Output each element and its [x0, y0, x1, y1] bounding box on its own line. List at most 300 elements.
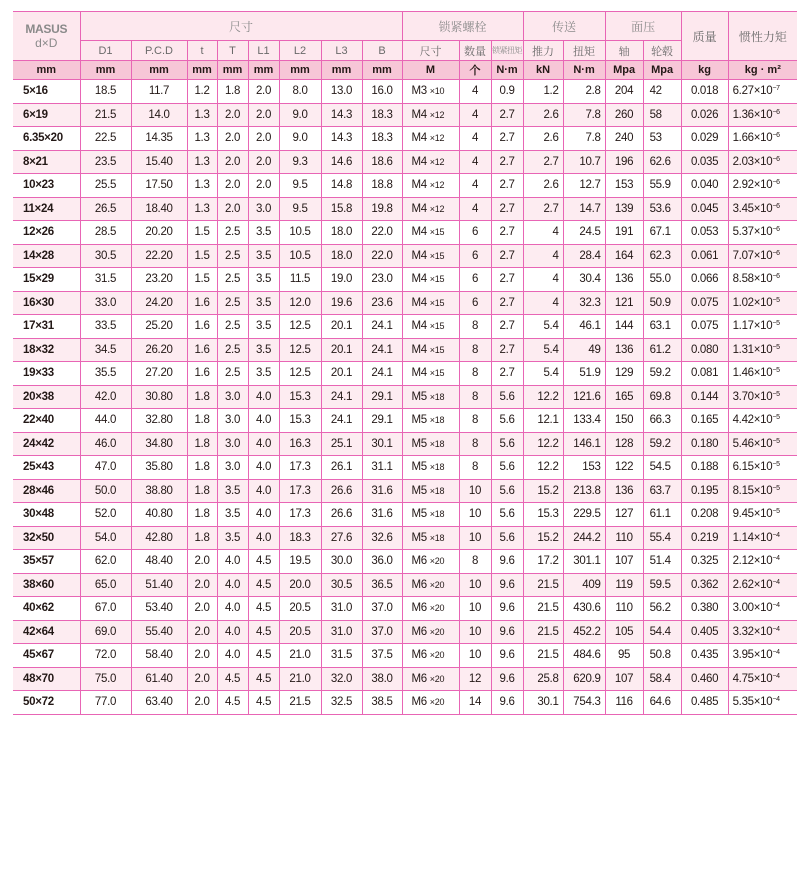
- l3-cell: 32.5: [321, 691, 362, 715]
- transmission-group-header: 传送: [523, 12, 605, 41]
- T-cell: 4.0: [217, 644, 248, 668]
- pcd-cell: 14.35: [131, 127, 187, 151]
- torque-cell: 301.1: [563, 550, 605, 574]
- bolt-thread: M4: [411, 132, 430, 145]
- table-row: [13, 80, 797, 104]
- d1-cell: 34.5: [80, 338, 131, 362]
- l3-cell: 24.1: [321, 385, 362, 409]
- l3-cell: 26.6: [321, 503, 362, 527]
- table-row: [13, 150, 797, 174]
- l3-cell: 31.5: [321, 644, 362, 668]
- inertia-cell: [728, 550, 797, 574]
- b-cell: 38.0: [362, 667, 402, 691]
- l2-cell: 17.3: [279, 479, 321, 503]
- bolt-thread: M5: [411, 484, 430, 497]
- table-row: [13, 221, 797, 245]
- hub-pressure-cell: 69.8: [643, 385, 681, 409]
- T-cell: 3.0: [217, 409, 248, 433]
- l2-cell: 8.0: [279, 80, 321, 104]
- l1-cell: 4.5: [248, 573, 279, 597]
- bolt-length: ×18: [429, 438, 445, 449]
- size-cell: 48×70: [13, 667, 80, 691]
- l1-cell: 4.5: [248, 644, 279, 668]
- bolt-size-cell: [402, 197, 459, 221]
- inertia-cell: [728, 667, 797, 691]
- l2-cell: 9.0: [279, 127, 321, 151]
- header-sub-row: [13, 41, 797, 61]
- pcd-cell: 11.7: [131, 80, 187, 104]
- bolt-thread: M4: [411, 320, 430, 333]
- l1-cell: 3.5: [248, 315, 279, 339]
- mass-cell: 0.180: [681, 432, 728, 456]
- table-row: [13, 268, 797, 292]
- bolt-length: ×15: [429, 297, 445, 308]
- inertia-exponent: −4: [772, 555, 780, 563]
- l1-cell: 3.0: [248, 197, 279, 221]
- bolt-qty-cell: 4: [459, 80, 491, 104]
- T-cell: 2.0: [217, 174, 248, 198]
- b-cell: 31.1: [362, 456, 402, 480]
- torque-cell: 7.8: [563, 103, 605, 127]
- table-row: [13, 174, 797, 198]
- hub-pressure-cell: 55.0: [643, 268, 681, 292]
- torque-cell: 484.6: [563, 644, 605, 668]
- b-cell: 37.0: [362, 597, 402, 621]
- l2-cell: 21.0: [279, 644, 321, 668]
- inertia-exponent: −4: [772, 649, 780, 657]
- t-cell: 1.8: [187, 385, 217, 409]
- bolt-torque-cell: 2.7: [491, 197, 523, 221]
- bolt-torque-cell: 5.6: [491, 385, 523, 409]
- col-b: B: [362, 41, 402, 61]
- bolt-thread: M4: [411, 296, 430, 309]
- d1-cell: 62.0: [80, 550, 131, 574]
- inertia-mantissa: 6.27×10: [732, 85, 773, 98]
- hub-pressure-cell: 55.4: [643, 526, 681, 550]
- size-cell: 6.35×20: [13, 127, 80, 151]
- bolt-size-cell: [402, 103, 459, 127]
- bolt-qty-cell: 10: [459, 597, 491, 621]
- bolt-qty-cell: 12: [459, 667, 491, 691]
- l1-cell: 3.5: [248, 338, 279, 362]
- pcd-cell: 63.40: [131, 691, 187, 715]
- bolt-thread: M4: [411, 343, 430, 356]
- l3-cell: 13.0: [321, 80, 362, 104]
- hub-pressure-cell: 54.4: [643, 620, 681, 644]
- l2-cell: 9.5: [279, 197, 321, 221]
- inertia-mantissa: 1.17×10: [732, 320, 773, 333]
- unit-cell: mm: [187, 61, 217, 80]
- shaft-pressure-cell: 107: [605, 550, 643, 574]
- l3-cell: 31.0: [321, 620, 362, 644]
- torque-cell: 46.1: [563, 315, 605, 339]
- bolt-length: ×15: [429, 344, 445, 355]
- l3-cell: 26.6: [321, 479, 362, 503]
- bolt-torque-cell: 9.6: [491, 597, 523, 621]
- size-cell: 8×21: [13, 150, 80, 174]
- l2-cell: 19.5: [279, 550, 321, 574]
- shaft-pressure-cell: 136: [605, 268, 643, 292]
- inertia-exponent: −7: [772, 85, 780, 93]
- bolt-size-cell: [402, 503, 459, 527]
- inertia-exponent: −6: [772, 108, 780, 116]
- pcd-cell: 42.80: [131, 526, 187, 550]
- l1-cell: 3.5: [248, 291, 279, 315]
- size-cell: 28×46: [13, 479, 80, 503]
- torque-cell: 10.7: [563, 150, 605, 174]
- inertia-mantissa: 3.95×10: [732, 649, 773, 662]
- pcd-cell: 14.0: [131, 103, 187, 127]
- bolt-thread: M5: [411, 461, 430, 474]
- bolt-torque-cell: 9.6: [491, 573, 523, 597]
- size-cell: 45×67: [13, 644, 80, 668]
- t-cell: 2.0: [187, 550, 217, 574]
- bolt-length: ×20: [429, 556, 445, 567]
- bolt-length: ×20: [429, 650, 445, 661]
- inertia-cell: [728, 127, 797, 151]
- bolt-thread: M6: [411, 555, 430, 568]
- bolt-size-cell: [402, 338, 459, 362]
- d1-cell: 28.5: [80, 221, 131, 245]
- bolt-torque-cell: 0.9: [491, 80, 523, 104]
- bolt-qty-cell: 8: [459, 409, 491, 433]
- shaft-pressure-cell: 196: [605, 150, 643, 174]
- b-cell: 23.6: [362, 291, 402, 315]
- d1-cell: 26.5: [80, 197, 131, 221]
- size-cell: 17×31: [13, 315, 80, 339]
- d1-cell: 77.0: [80, 691, 131, 715]
- l1-cell: 4.0: [248, 432, 279, 456]
- table-row: [13, 550, 797, 574]
- table-row: [13, 244, 797, 268]
- T-cell: 3.0: [217, 432, 248, 456]
- t-cell: 1.8: [187, 526, 217, 550]
- l2-cell: 20.5: [279, 597, 321, 621]
- bolt-torque-cell: 2.7: [491, 174, 523, 198]
- size-cell: 35×57: [13, 550, 80, 574]
- inertia-mantissa: 2.03×10: [732, 155, 773, 168]
- shaft-pressure-cell: 122: [605, 456, 643, 480]
- shaft-pressure-cell: 240: [605, 127, 643, 151]
- T-cell: 3.5: [217, 503, 248, 527]
- l3-cell: 20.1: [321, 315, 362, 339]
- size-cell: 25×43: [13, 456, 80, 480]
- shaft-pressure-cell: 110: [605, 526, 643, 550]
- l3-cell: 30.5: [321, 573, 362, 597]
- table-row: [13, 103, 797, 127]
- thrust-cell: 2.6: [523, 103, 563, 127]
- col-torque: 扭矩: [563, 41, 605, 61]
- d1-cell: 33.0: [80, 291, 131, 315]
- inertia-mantissa: 3.45×10: [732, 202, 773, 215]
- inertia-exponent: −4: [772, 672, 780, 680]
- hub-pressure-cell: 58: [643, 103, 681, 127]
- inertia-mantissa: 6.15×10: [732, 461, 773, 474]
- d1-cell: 52.0: [80, 503, 131, 527]
- b-cell: 31.6: [362, 479, 402, 503]
- inertia-mantissa: 4.42×10: [732, 414, 773, 427]
- mass-cell: 0.165: [681, 409, 728, 433]
- inertia-exponent: −6: [772, 179, 780, 187]
- unit-cell: mm: [131, 61, 187, 80]
- l3-cell: 14.3: [321, 127, 362, 151]
- torque-cell: 32.3: [563, 291, 605, 315]
- bolt-size-cell: [402, 456, 459, 480]
- size-cell: 32×50: [13, 526, 80, 550]
- torque-cell: 51.9: [563, 362, 605, 386]
- mass-cell: 0.026: [681, 103, 728, 127]
- b-cell: 38.5: [362, 691, 402, 715]
- thrust-cell: 25.8: [523, 667, 563, 691]
- b-cell: 18.3: [362, 103, 402, 127]
- inertia-cell: [728, 150, 797, 174]
- d1-cell: 42.0: [80, 385, 131, 409]
- shaft-pressure-cell: 127: [605, 503, 643, 527]
- inertia-cell: [728, 362, 797, 386]
- pcd-cell: 55.40: [131, 620, 187, 644]
- shaft-pressure-cell: 136: [605, 479, 643, 503]
- unit-cell: mm: [321, 61, 362, 80]
- l3-cell: 32.0: [321, 667, 362, 691]
- hub-pressure-cell: 62.6: [643, 150, 681, 174]
- size-cell: 14×28: [13, 244, 80, 268]
- d1-cell: 47.0: [80, 456, 131, 480]
- l2-cell: 9.5: [279, 174, 321, 198]
- l2-cell: 9.3: [279, 150, 321, 174]
- table-row: [13, 644, 797, 668]
- thrust-cell: 12.2: [523, 456, 563, 480]
- bolt-qty-cell: 8: [459, 432, 491, 456]
- bolt-qty-cell: 10: [459, 479, 491, 503]
- t-cell: 1.8: [187, 479, 217, 503]
- bolt-size-cell: [402, 385, 459, 409]
- bolt-size-cell: [402, 315, 459, 339]
- torque-cell: 620.9: [563, 667, 605, 691]
- shaft-pressure-cell: 144: [605, 315, 643, 339]
- table-row: [13, 573, 797, 597]
- thrust-cell: 4: [523, 244, 563, 268]
- shaft-pressure-cell: 204: [605, 80, 643, 104]
- t-cell: 2.0: [187, 620, 217, 644]
- inertia-cell: [728, 691, 797, 715]
- bolt-size-cell: [402, 479, 459, 503]
- torque-cell: 229.5: [563, 503, 605, 527]
- size-label: d×D: [35, 36, 58, 50]
- mass-cell: 0.485: [681, 691, 728, 715]
- T-cell: 1.8: [217, 80, 248, 104]
- size-cell: 19×33: [13, 362, 80, 386]
- b-cell: 29.1: [362, 385, 402, 409]
- header-group-row: [13, 12, 797, 41]
- bolt-qty-cell: 6: [459, 244, 491, 268]
- d1-cell: 69.0: [80, 620, 131, 644]
- table-row: [13, 667, 797, 691]
- table-row: [13, 503, 797, 527]
- specification-table: [13, 11, 797, 715]
- shaft-pressure-cell: 110: [605, 597, 643, 621]
- thrust-cell: 5.4: [523, 315, 563, 339]
- inertia-mantissa: 4.75×10: [732, 672, 773, 685]
- T-cell: 4.0: [217, 597, 248, 621]
- col-l1: L1: [248, 41, 279, 61]
- bolt-torque-cell: 5.6: [491, 479, 523, 503]
- l3-cell: 26.1: [321, 456, 362, 480]
- l3-cell: 18.0: [321, 221, 362, 245]
- torque-cell: 28.4: [563, 244, 605, 268]
- pcd-cell: 58.40: [131, 644, 187, 668]
- size-cell: 15×29: [13, 268, 80, 292]
- col-bolt-qty: 数量: [459, 41, 491, 61]
- inertia-exponent: −4: [772, 602, 780, 610]
- l1-cell: 3.5: [248, 362, 279, 386]
- t-cell: 1.5: [187, 221, 217, 245]
- unit-cell: kN: [523, 61, 563, 80]
- pcd-cell: 51.40: [131, 573, 187, 597]
- shaft-pressure-cell: 116: [605, 691, 643, 715]
- size-cell: 10×23: [13, 174, 80, 198]
- b-cell: 29.1: [362, 409, 402, 433]
- hub-pressure-cell: 53.6: [643, 197, 681, 221]
- l3-cell: 27.6: [321, 526, 362, 550]
- d1-cell: 44.0: [80, 409, 131, 433]
- mass-cell: 0.081: [681, 362, 728, 386]
- l1-cell: 4.0: [248, 503, 279, 527]
- mass-cell: 0.080: [681, 338, 728, 362]
- inertia-mantissa: 8.15×10: [732, 484, 773, 497]
- bolt-thread: M4: [411, 108, 430, 121]
- t-cell: 1.5: [187, 244, 217, 268]
- inertia-cell: [728, 174, 797, 198]
- l2-cell: 17.3: [279, 503, 321, 527]
- hub-pressure-cell: 51.4: [643, 550, 681, 574]
- mass-header: 质量: [681, 12, 728, 61]
- torque-cell: 30.4: [563, 268, 605, 292]
- mass-cell: 0.029: [681, 127, 728, 151]
- inertia-exponent: −5: [772, 367, 780, 375]
- bolt-size-cell: [402, 573, 459, 597]
- bolt-thread: M5: [411, 531, 430, 544]
- size-cell: 24×42: [13, 432, 80, 456]
- torque-cell: 121.6: [563, 385, 605, 409]
- bolt-length: ×15: [429, 227, 445, 238]
- l2-cell: 12.5: [279, 362, 321, 386]
- d1-cell: 33.5: [80, 315, 131, 339]
- col-d1: D1: [80, 41, 131, 61]
- bolt-thread: M4: [411, 273, 430, 286]
- mass-cell: 0.219: [681, 526, 728, 550]
- pcd-cell: 15.40: [131, 150, 187, 174]
- pcd-cell: 38.80: [131, 479, 187, 503]
- torque-cell: 2.8: [563, 80, 605, 104]
- t-cell: 1.8: [187, 456, 217, 480]
- bolt-qty-cell: 6: [459, 291, 491, 315]
- inertia-exponent: −5: [772, 484, 780, 492]
- bolt-length: ×18: [429, 485, 445, 496]
- bolt-size-cell: [402, 244, 459, 268]
- l1-cell: 4.0: [248, 456, 279, 480]
- torque-cell: 754.3: [563, 691, 605, 715]
- bolt-thread: M4: [411, 367, 430, 380]
- bolt-length: ×10: [429, 86, 445, 97]
- pcd-cell: 17.50: [131, 174, 187, 198]
- inertia-mantissa: 5.35×10: [732, 696, 773, 709]
- unit-cell: Mpa: [605, 61, 643, 80]
- t-cell: 1.6: [187, 362, 217, 386]
- hub-pressure-cell: 59.2: [643, 432, 681, 456]
- l3-cell: 20.1: [321, 362, 362, 386]
- unit-row: [13, 61, 797, 80]
- torque-cell: 146.1: [563, 432, 605, 456]
- t-cell: 1.8: [187, 409, 217, 433]
- bolt-size-cell: [402, 550, 459, 574]
- bolt-thread: M6: [411, 696, 430, 709]
- table-row: [13, 409, 797, 433]
- bolt-length: ×15: [429, 274, 445, 285]
- l2-cell: 15.3: [279, 385, 321, 409]
- T-cell: 2.5: [217, 362, 248, 386]
- l2-cell: 12.5: [279, 338, 321, 362]
- table-row: [13, 597, 797, 621]
- T-cell: 4.0: [217, 573, 248, 597]
- bolt-torque-cell: 5.6: [491, 456, 523, 480]
- bolt-length: ×18: [429, 532, 445, 543]
- bolt-size-cell: [402, 667, 459, 691]
- shaft-pressure-cell: 191: [605, 221, 643, 245]
- hub-pressure-cell: 50.9: [643, 291, 681, 315]
- bolt-thread: M4: [411, 226, 430, 239]
- b-cell: 18.6: [362, 150, 402, 174]
- torque-cell: 213.8: [563, 479, 605, 503]
- hub-pressure-cell: 64.6: [643, 691, 681, 715]
- mass-cell: 0.075: [681, 291, 728, 315]
- t-cell: 1.8: [187, 503, 217, 527]
- col-t-small: t: [187, 41, 217, 61]
- inertia-mantissa: 1.36×10: [732, 108, 773, 121]
- mass-cell: 0.053: [681, 221, 728, 245]
- table-row: [13, 456, 797, 480]
- bolt-torque-cell: 9.6: [491, 691, 523, 715]
- table-row: [13, 620, 797, 644]
- torque-cell: 452.2: [563, 620, 605, 644]
- bolt-length: ×20: [429, 579, 445, 590]
- inertia-exponent: −4: [772, 696, 780, 704]
- l2-cell: 10.5: [279, 221, 321, 245]
- inertia-mantissa: 9.45×10: [732, 508, 773, 521]
- locking-bolt-group-header: 锁紧螺栓: [402, 12, 523, 41]
- bolt-torque-cell: 5.6: [491, 432, 523, 456]
- l2-cell: 12.5: [279, 315, 321, 339]
- bolt-thread: M5: [411, 508, 430, 521]
- torque-cell: 430.6: [563, 597, 605, 621]
- l1-cell: 4.5: [248, 691, 279, 715]
- t-cell: 1.3: [187, 197, 217, 221]
- inertia-exponent: −5: [772, 437, 780, 445]
- dimensions-group-header: 尺寸: [80, 12, 402, 41]
- bolt-length: ×18: [429, 462, 445, 473]
- d1-cell: 67.0: [80, 597, 131, 621]
- hub-pressure-cell: 59.5: [643, 573, 681, 597]
- T-cell: 2.5: [217, 244, 248, 268]
- l3-cell: 19.6: [321, 291, 362, 315]
- l2-cell: 21.5: [279, 691, 321, 715]
- t-cell: 1.5: [187, 268, 217, 292]
- d1-cell: 75.0: [80, 667, 131, 691]
- inertia-mantissa: 1.46×10: [732, 367, 773, 380]
- inertia-cell: [728, 103, 797, 127]
- unit-cell: N·m: [563, 61, 605, 80]
- T-cell: 2.5: [217, 221, 248, 245]
- hub-pressure-cell: 55.9: [643, 174, 681, 198]
